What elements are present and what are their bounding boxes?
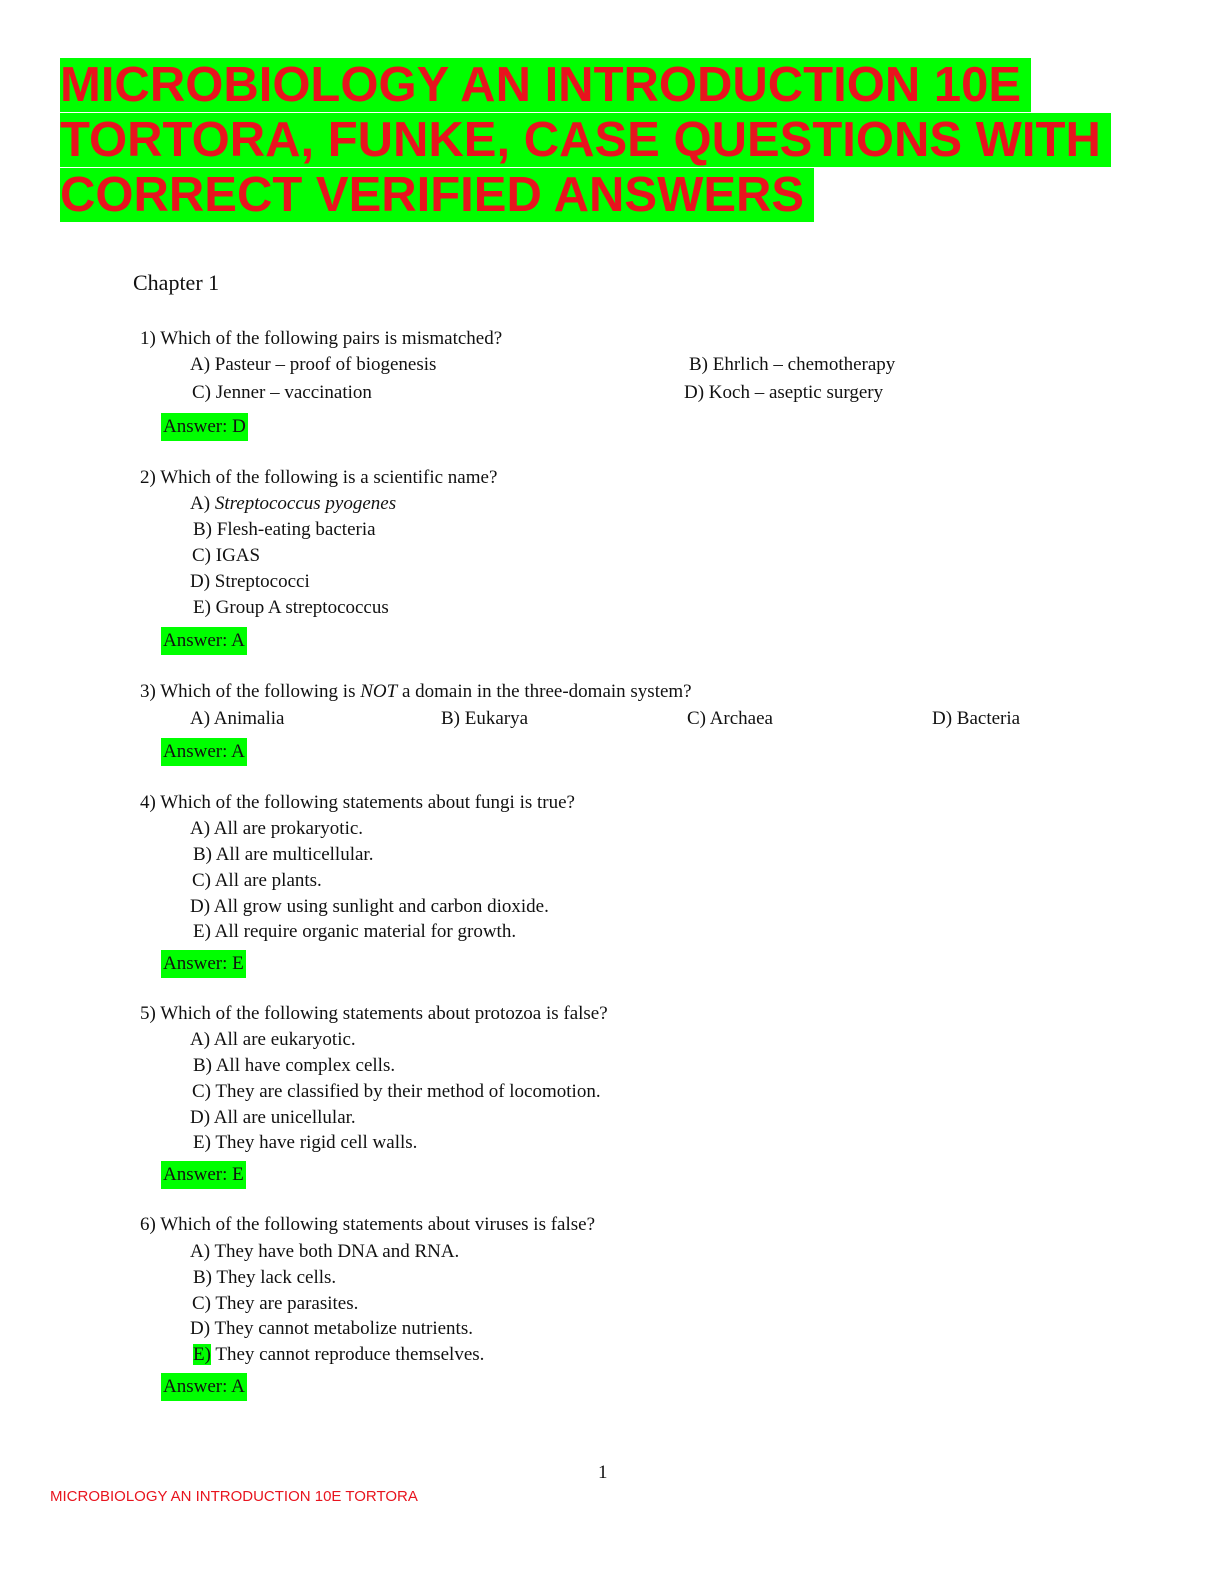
question-4-answer: Answer: E	[161, 950, 246, 978]
title-line-1: MICROBIOLOGY AN INTRODUCTION 10E	[60, 58, 1031, 112]
title-line-2: TORTORA, FUNKE, CASE QUESTIONS WITH	[60, 113, 1111, 167]
question-4-option-b: B) All are multicellular.	[193, 844, 374, 865]
document-title	[60, 58, 1120, 223]
question-2-answer: Answer: A	[161, 627, 247, 655]
question-3-option-a: A) Animalia	[190, 708, 285, 729]
question-6-option-d: D) They cannot metabolize nutrients.	[190, 1318, 473, 1339]
question-5-stem: 5) Which of the following statements about protozoa is false?	[140, 1003, 608, 1024]
question-6-stem: 6) Which of the following statements about viruses is false?	[140, 1214, 596, 1235]
question-2-option-d: D) Streptococci	[190, 571, 310, 592]
question-6-option-b: B) They lack cells.	[193, 1267, 337, 1288]
question-2-stem: 2) Which of the following is a scientific name?	[140, 467, 498, 488]
question-5-option-d: D) All are unicellular.	[190, 1107, 356, 1128]
question-3-stem	[140, 681, 692, 703]
question-3-stem-start: 3) Which of the following is	[140, 681, 361, 702]
question-2-option-b: B) Flesh-eating bacteria	[193, 519, 376, 540]
question-1-stem: 1) Which of the following pairs is mismatched?	[140, 328, 503, 349]
question-5-option-b: B) All have complex cells.	[193, 1055, 396, 1076]
question-1-answer: Answer: D	[161, 413, 248, 441]
question-2-option-a-letter: A)	[190, 493, 215, 514]
question-2-option-a-text: Streptococcus pyogenes	[214, 493, 397, 514]
question-5-answer: Answer: E	[161, 1161, 246, 1189]
question-6-option-e	[193, 1344, 484, 1366]
question-5-option-e: E) They have rigid cell walls.	[193, 1132, 418, 1153]
question-1-option-d: D) Koch – aseptic surgery	[684, 382, 884, 403]
question-5-option-c: C) They are classified by their method of locomotion.	[192, 1081, 601, 1102]
footer-text: MICROBIOLOGY AN INTRODUCTION 10E TORTORA	[50, 1488, 418, 1505]
question-6-option-e-text: They cannot reproduce themselves.	[210, 1344, 485, 1365]
question-3-stem-emphasis: NOT	[360, 681, 398, 702]
question-2-option-e: E) Group A streptococcus	[193, 597, 389, 618]
question-4-stem: 4) Which of the following statements about fungi is true?	[140, 792, 575, 813]
question-6-answer: Answer: A	[161, 1373, 247, 1401]
question-4-option-a: A) All are prokaryotic.	[190, 818, 364, 839]
question-3-stem-end: a domain in the three-domain system?	[397, 681, 692, 702]
question-4-option-e: E) All require organic material for growth.	[193, 921, 517, 942]
question-2-option-a	[190, 493, 396, 515]
question-4-option-c: C) All are plants.	[192, 870, 322, 891]
question-4-option-d: D) All grow using sunlight and carbon dioxide.	[190, 896, 549, 917]
question-6-option-e-letter: E)	[193, 1344, 211, 1365]
title-line-3: CORRECT VERIFIED ANSWERS	[60, 168, 814, 222]
page-number: 1	[598, 1462, 608, 1483]
question-2-option-c: C) IGAS	[192, 545, 261, 566]
question-1-option-c: C) Jenner – vaccination	[192, 382, 372, 403]
question-5-option-a: A) All are eukaryotic.	[190, 1029, 356, 1050]
question-1-option-a: A) Pasteur – proof of biogenesis	[190, 354, 437, 375]
question-3-answer: Answer: A	[161, 738, 247, 766]
question-1-option-b: B) Ehrlich – chemotherapy	[689, 354, 896, 375]
question-3-option-c: C) Archaea	[687, 708, 773, 729]
chapter-heading: Chapter 1	[133, 270, 220, 295]
question-3-option-d: D) Bacteria	[932, 708, 1021, 729]
question-3-option-b: B) Eukarya	[441, 708, 529, 729]
question-6-option-c: C) They are parasites.	[192, 1293, 359, 1314]
question-6-option-a: A) They have both DNA and RNA.	[190, 1241, 460, 1262]
